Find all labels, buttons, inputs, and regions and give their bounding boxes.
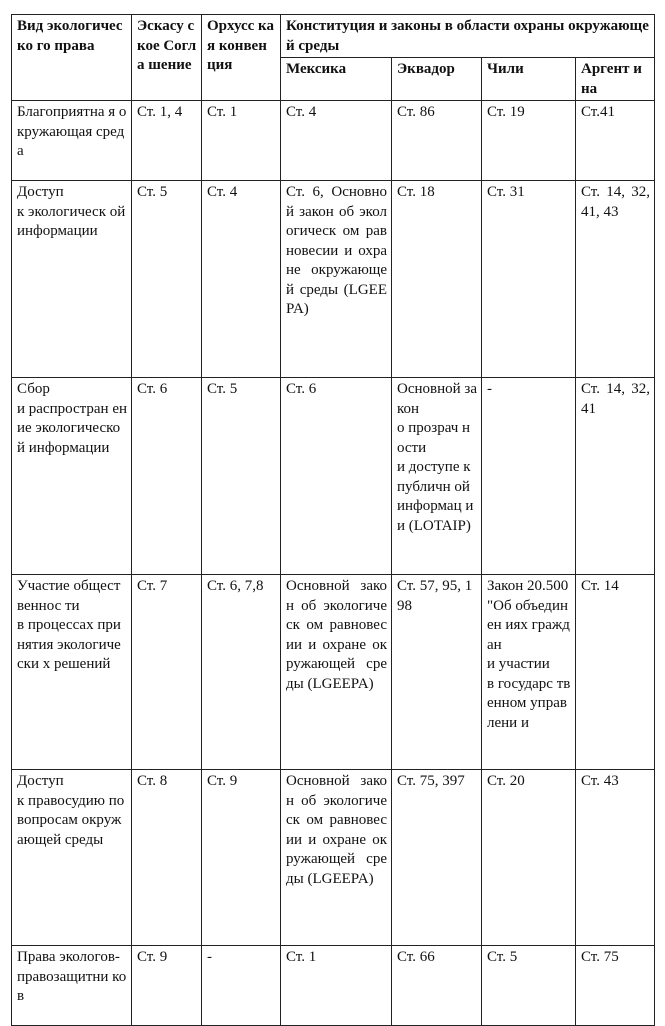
cell-aarhus: - <box>202 946 281 1026</box>
cell-mexico: Ст. 4 <box>281 101 392 181</box>
header-chile: Чили <box>482 58 576 101</box>
cell-escazu: Ст. 5 <box>132 181 202 378</box>
cell-mexico: Основной закон об экологическ ом равновесии и охране окружающей среды (LGEEPA) <box>281 575 392 770</box>
cell-aarhus: Ст. 4 <box>202 181 281 378</box>
cell-ecuador: Ст. 18 <box>392 181 482 378</box>
header-escazu: Эскасу ское Согла шение <box>132 15 202 101</box>
cell-chile: Ст. 19 <box>482 101 576 181</box>
cell-chile: Ст. 5 <box>482 946 576 1026</box>
table-row <box>12 946 655 1026</box>
cell-escazu: Ст. 1, 4 <box>132 101 202 181</box>
cell-escazu: Ст. 8 <box>132 770 202 946</box>
cell-ecuador: Основной закон о прозрач ности и доступе к публичн ой информац ии (LOTAIP) <box>392 378 482 575</box>
cell-chile: - <box>482 378 576 575</box>
cell-escazu: Ст. 9 <box>132 946 202 1026</box>
cell-law-type: Права экологов-правозащитни ков <box>12 946 132 1026</box>
cell-law-type: Участие общественнос ти в процессах принятия экологически х решений <box>12 575 132 770</box>
cell-argentina: Ст. 75 <box>576 946 655 1026</box>
header-mexico: Мексика <box>281 58 392 101</box>
cell-mexico: Ст. 6, Основной закон об экологическ ом равновесии и охране окружающей среды (LGEEPA) <box>281 181 392 378</box>
header-argentina: Аргент ина <box>576 58 655 101</box>
cell-chile: Закон 20.500 "Об объединен иях граждан и участии в государс твенном управлени и <box>482 575 576 770</box>
cell-argentina: Ст. 14, 32, 41, 43 <box>576 181 655 378</box>
cell-aarhus: Ст. 6, 7,8 <box>202 575 281 770</box>
cell-mexico: Основной закон об экологическ ом равновесии и охране окружающей среды (LGEEPA) <box>281 770 392 946</box>
cell-argentina: Ст. 14, 32, 41 <box>576 378 655 575</box>
cell-mexico: Ст. 6 <box>281 378 392 575</box>
cell-law-type: Доступ к правосудию по вопросам окружающей среды <box>12 770 132 946</box>
cell-escazu: Ст. 7 <box>132 575 202 770</box>
cell-aarhus: Ст. 5 <box>202 378 281 575</box>
table-row <box>12 101 655 181</box>
cell-argentina: Ст. 14 <box>576 575 655 770</box>
header-law-type: Вид экологическо го права <box>12 15 132 101</box>
cell-aarhus: Ст. 1 <box>202 101 281 181</box>
cell-ecuador: Ст. 75, 397 <box>392 770 482 946</box>
cell-mexico: Ст. 1 <box>281 946 392 1026</box>
cell-escazu: Ст. 6 <box>132 378 202 575</box>
cell-law-type: Доступ к экологическ ой информации <box>12 181 132 378</box>
cell-ecuador: Ст. 66 <box>392 946 482 1026</box>
table-row <box>12 378 655 575</box>
table-row <box>12 181 655 378</box>
header-aarhus: Орхусс кая конвен ция <box>202 15 281 101</box>
cell-chile: Ст. 20 <box>482 770 576 946</box>
cell-argentina: Ст.41 <box>576 101 655 181</box>
cell-law-type: Благоприятна я окружающая среда <box>12 101 132 181</box>
cell-chile: Ст. 31 <box>482 181 576 378</box>
environmental-law-table <box>11 14 655 1026</box>
cell-aarhus: Ст. 9 <box>202 770 281 946</box>
cell-ecuador: Ст. 86 <box>392 101 482 181</box>
cell-ecuador: Ст. 57, 95, 198 <box>392 575 482 770</box>
table-row <box>12 575 655 770</box>
header-ecuador: Эквадор <box>392 58 482 101</box>
cell-argentina: Ст. 43 <box>576 770 655 946</box>
table-row <box>12 770 655 946</box>
header-constitution: Конституция и законы в области охраны окружающей среды <box>281 15 655 58</box>
cell-law-type: Сбор и распростран ение экологическо й информации <box>12 378 132 575</box>
header-row-1 <box>12 15 655 58</box>
